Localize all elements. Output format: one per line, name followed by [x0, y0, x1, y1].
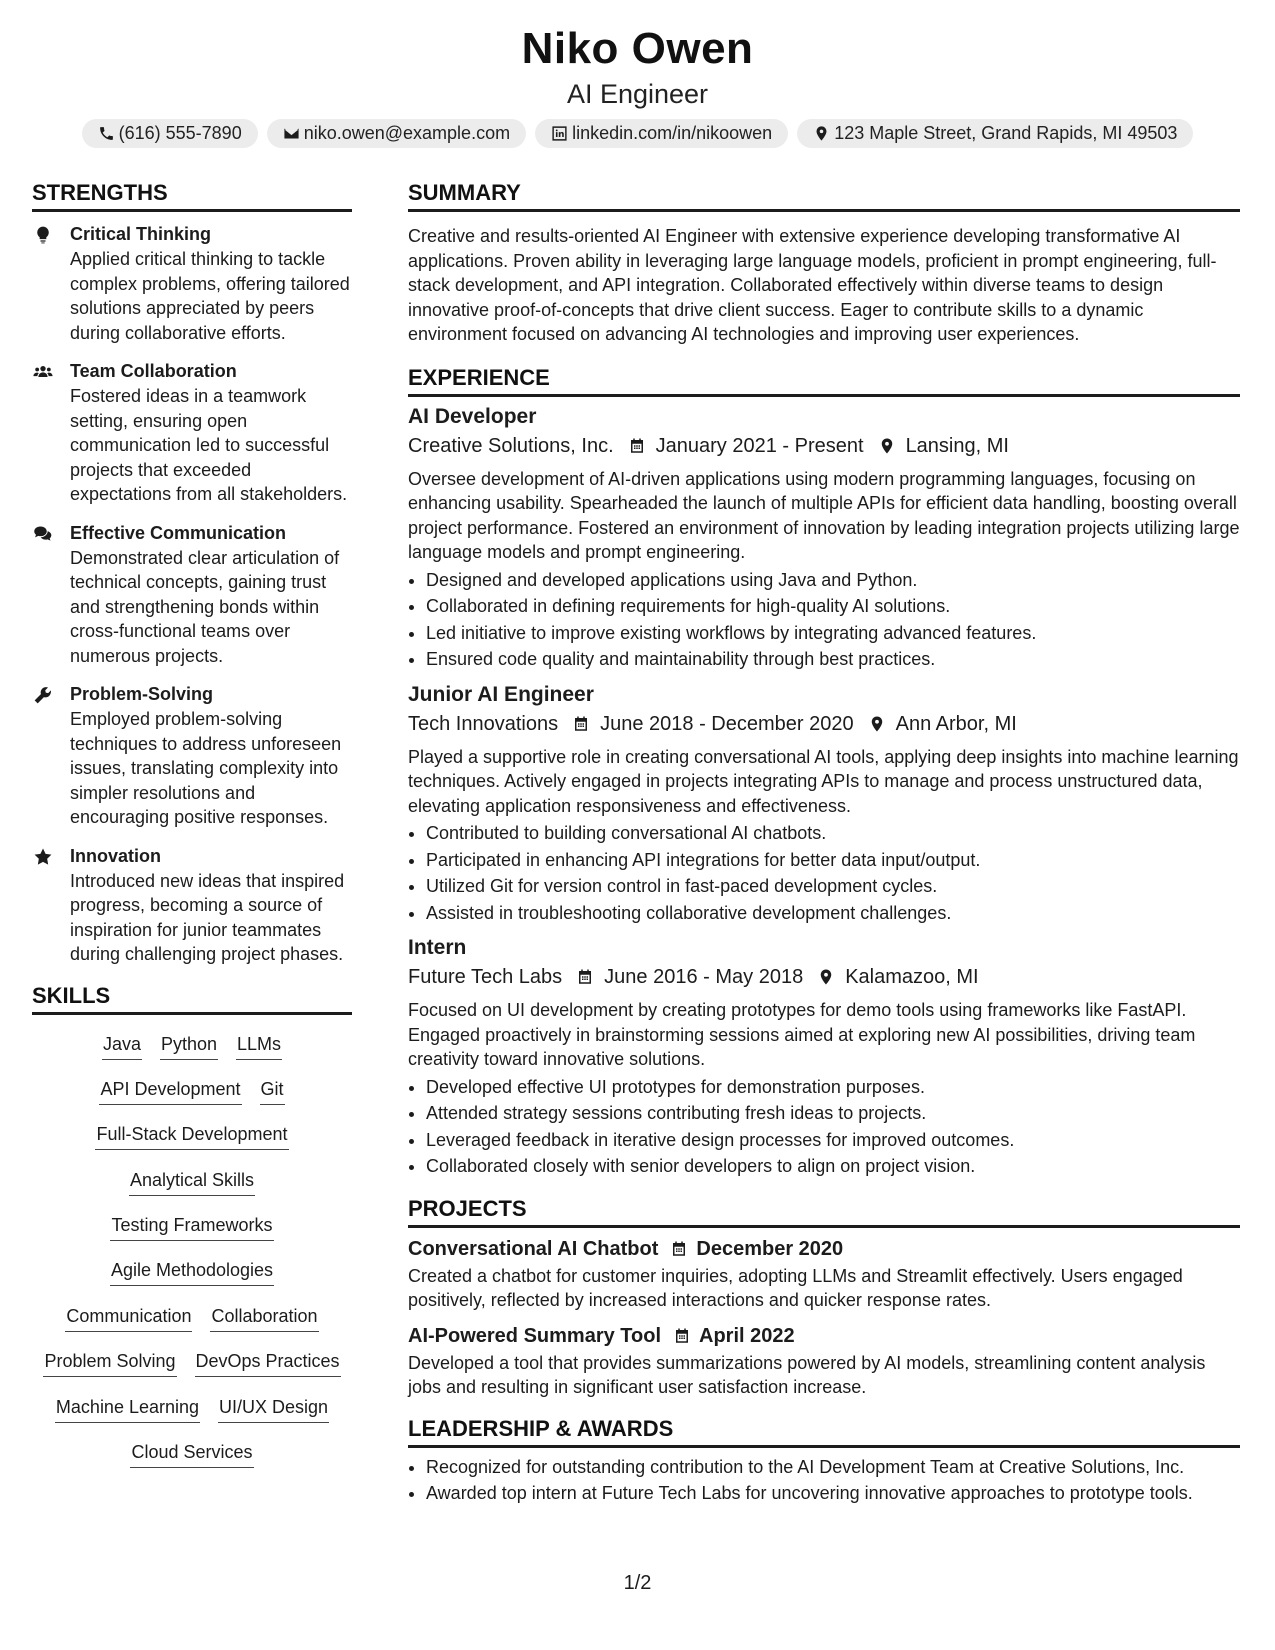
contact-email-text: niko.owen@example.com [303, 123, 511, 143]
contact-phone[interactable] [82, 119, 258, 148]
list-item: • Developed effective UI prototypes for demonstration purposes. [426, 1074, 1240, 1101]
skill-tag: Python [160, 1031, 218, 1060]
skills-list [32, 1025, 352, 1485]
job-meta [408, 962, 1240, 992]
project-title: Conversational AI Chatbot [408, 1237, 659, 1260]
left-column [32, 178, 352, 1484]
project-entry [408, 1234, 1240, 1313]
contact-phone-text: (616) 555-7890 [118, 123, 242, 143]
map-pin-icon [817, 968, 835, 986]
chat-bubbles-icon [32, 524, 54, 544]
experience-heading: EXPERIENCE [408, 363, 1240, 397]
calendar-icon [673, 1327, 691, 1345]
project-title: AI-Powered Summary Tool [408, 1324, 662, 1347]
list-item: • Recognized for outstanding contribution to the AI Development Team at Creative Solutions, Inc. [426, 1454, 1240, 1481]
strength-item [32, 844, 352, 967]
summary-heading: SUMMARY [408, 178, 1240, 212]
candidate-title: AI Engineer [566, 79, 709, 109]
list-item: • Leveraged feedback in iterative design processes for improved outcomes. [426, 1127, 1240, 1154]
job-dates: June 2016 - May 2018 [604, 966, 804, 988]
job-location: Kalamazoo, MI [845, 966, 979, 988]
job-entry [408, 403, 1240, 673]
project-description: Developed a tool that provides summarizations powered by AI models, streamlining content analysis jobs and resulting in significant user satisfaction increase. [408, 1352, 1206, 1397]
project-description: Created a chatbot for customer inquiries, adopting LLMs and Streamlit effectively. Users engaged positively, reflected by increased interactions and quicker response rates. [408, 1265, 1183, 1310]
job-company: Future Tech Labs [408, 966, 563, 988]
job-bullets [408, 567, 1240, 673]
envelope-icon [283, 125, 300, 142]
calendar-icon [572, 715, 590, 733]
job-location: Lansing, MI [905, 434, 1009, 457]
project-header [408, 1234, 1240, 1264]
list-item: • Led initiative to improve existing workflows by integrating advanced features. [426, 620, 1240, 647]
job-dates: January 2021 - Present [655, 434, 864, 457]
skill-tag: Collaboration [210, 1303, 318, 1332]
awards-heading: LEADERSHIP & AWARDS [408, 1414, 1240, 1448]
contact-address [797, 119, 1193, 148]
strength-title: Critical Thinking [70, 224, 212, 244]
map-pin-icon [878, 437, 896, 455]
skill-tag: Git [260, 1076, 285, 1105]
list-item: • Ensured code quality and maintainability through best practices. [426, 646, 1240, 673]
linkedin-icon [551, 125, 568, 142]
job-entry [408, 681, 1240, 927]
list-item: • Assisted in troubleshooting collaborative development challenges. [426, 900, 1240, 927]
job-description: Played a supportive role in creating conversational AI tools, applying deep insights into machine learning techniques. Actively engaged in projects integrating APIs to manage and process unstructured data, elevating application responsiveness and effectiveness. [408, 746, 1239, 816]
job-company: Creative Solutions, Inc. [408, 434, 614, 457]
skill-tag: LLMs [236, 1031, 282, 1060]
project-header [408, 1321, 1240, 1351]
map-pin-icon [868, 715, 886, 733]
list-item: • Designed and developed applications using Java and Python. [426, 567, 1240, 594]
strength-desc: Fostered ideas in a teamwork setting, ensuring open communication led to successful projects that exceeded expectations from all stakeholders. [70, 386, 348, 504]
lightbulb-icon [32, 225, 54, 245]
skill-tag: Problem Solving [43, 1348, 176, 1377]
contact-address-text: 123 Maple Street, Grand Rapids, MI 49503 [834, 123, 1178, 143]
job-location: Ann Arbor, MI [895, 712, 1017, 735]
strength-desc: Demonstrated clear articulation of technical concepts, gaining trust and strengthening bonds within cross-functional teams over numerous projects. [70, 547, 340, 666]
skills-heading: SKILLS [32, 981, 352, 1015]
job-title: Intern [408, 936, 467, 959]
project-date: April 2022 [699, 1324, 795, 1347]
list-item: • Collaborated in defining requirements for high-quality AI solutions. [426, 593, 1240, 620]
job-meta [408, 709, 1240, 739]
wrench-icon [32, 685, 54, 705]
strength-item [32, 359, 352, 507]
list-item: • Participated in enhancing API integrations for better data input/output. [426, 847, 1240, 874]
job-description: Oversee development of AI-driven applications using modern programming languages, focusing on enhancing usability. Spearheaded the launch of multiple APIs for efficient data handling, boosting overall project performance. Fostered an environment of innovation by leading integration projects utilizing large language models and prompt engineering. [408, 468, 1240, 562]
skill-tag: UI/UX Design [218, 1394, 329, 1423]
strength-item [32, 521, 352, 669]
job-description: Focused on UI development by creating prototypes for demo tools using frameworks like FastAPI. Engaged proactively in brainstorming sessions aimed at exploring new AI possibilities, driving team creativity toward innovative solutions. [408, 1000, 1196, 1069]
strength-desc: Introduced new ideas that inspired progress, becoming a source of inspiration for junior teammates during challenging project phases. [70, 870, 345, 964]
project-date: December 2020 [696, 1237, 844, 1260]
contact-linkedin-text: linkedin.com/in/nikoowen [572, 123, 773, 143]
map-pin-icon [813, 125, 830, 142]
skill-tag: Cloud Services [130, 1439, 253, 1468]
strength-desc: Employed problem-solving techniques to address unforeseen issues, translating complexity into simpler resolutions and encouraging positive responses. [70, 709, 342, 827]
calendar-icon [576, 968, 594, 986]
skill-tag: Testing Frameworks [110, 1212, 273, 1241]
right-column [408, 178, 1240, 1515]
strength-item [32, 682, 352, 830]
job-dates: June 2018 - December 2020 [600, 712, 854, 735]
job-title: Junior AI Engineer [408, 682, 594, 706]
list-item: • Utilized Git for version control in fast-paced development cycles. [426, 873, 1240, 900]
strength-title: Problem-Solving [70, 684, 214, 704]
awards-list [408, 1454, 1240, 1507]
page-number: 1/2 [623, 1572, 652, 1594]
strength-desc: Applied critical thinking to tackle complex problems, offering tailored solutions appreciated by peers during collaborative efforts. [70, 249, 350, 343]
skill-tag: Agile Methodologies [110, 1257, 274, 1286]
calendar-icon [670, 1240, 688, 1258]
skill-tag: Communication [65, 1303, 192, 1332]
skill-tag: Java [102, 1031, 142, 1060]
job-entry [408, 934, 1240, 1180]
projects-heading: PROJECTS [408, 1194, 1240, 1228]
skill-tag: DevOps Practices [195, 1348, 341, 1377]
job-company: Tech Innovations [408, 712, 559, 735]
calendar-icon [628, 437, 646, 455]
skill-tag: Analytical Skills [129, 1167, 255, 1196]
contact-email[interactable] [267, 119, 526, 148]
project-entry [408, 1321, 1240, 1400]
contact-linkedin[interactable] [535, 119, 788, 148]
skill-tag: API Development [99, 1076, 241, 1105]
skill-tag: Full-Stack Development [95, 1121, 288, 1150]
job-title: AI Developer [408, 404, 537, 428]
list-item: • Attended strategy sessions contributing fresh ideas to projects. [426, 1100, 1240, 1127]
summary-text: Creative and results-oriented AI Engineer with extensive experience developing transformative AI applications. Proven ability in leveraging large language models, proficient in prompt engineering, full-stack development, and API integration. Collaborated effectively within diverse teams to design innovative proof-of-concepts that drive client success. Eager to contribute skills to a dynamic environment focused on advancing AI technologies and improving user experiences. [408, 226, 1217, 344]
job-meta [408, 431, 1240, 461]
list-item: • Contributed to building conversational AI chatbots. [426, 820, 1240, 847]
list-item: • Collaborated closely with senior developers to align on project vision. [426, 1153, 1240, 1180]
job-bullets [408, 820, 1240, 926]
job-bullets [408, 1074, 1240, 1180]
strengths-heading: STRENGTHS [32, 178, 352, 212]
candidate-name: Niko Owen [521, 24, 754, 73]
resume-header [0, 20, 1275, 148]
contact-bar [0, 119, 1275, 148]
list-item: • Awarded top intern at Future Tech Labs for uncovering innovative approaches to prototype tools. [426, 1480, 1240, 1507]
strength-title: Effective Communication [70, 522, 287, 543]
phone-icon [98, 125, 115, 142]
strength-title: Team Collaboration [70, 361, 237, 381]
users-icon [32, 362, 54, 382]
star-icon [32, 847, 54, 867]
skill-tag: Machine Learning [55, 1394, 200, 1423]
strength-title: Innovation [70, 845, 161, 866]
strength-item [32, 222, 352, 345]
